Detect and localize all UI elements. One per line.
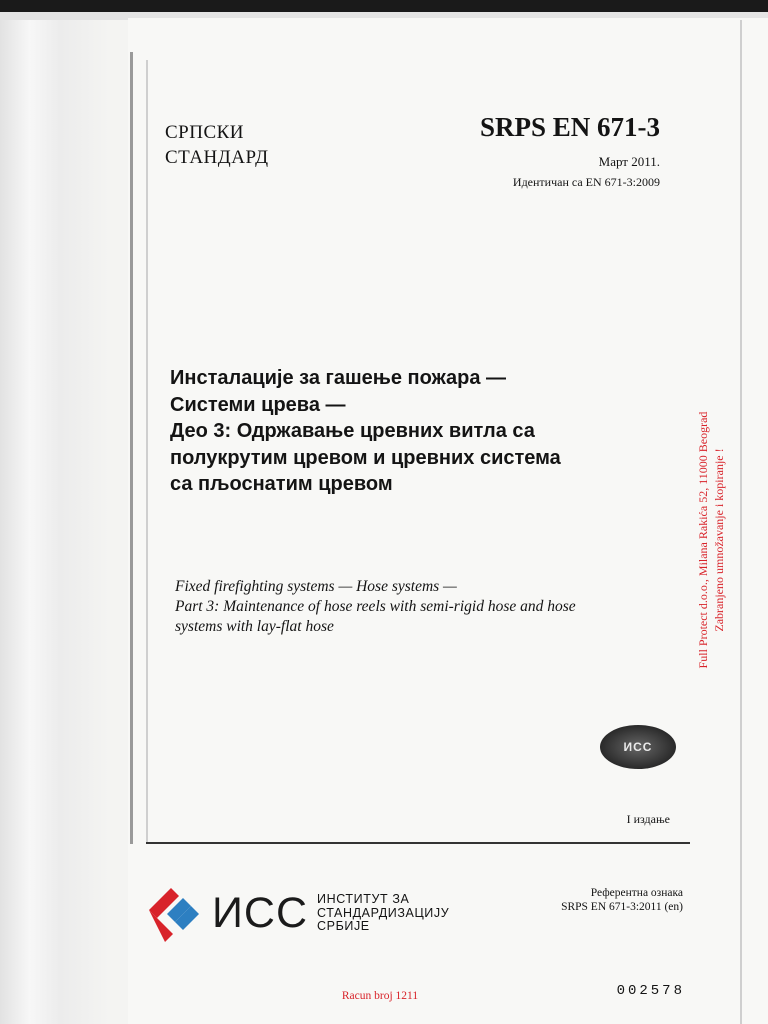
institute-name-line1: ИНСТИТУТ ЗА	[317, 892, 410, 906]
identical-to: Идентичан са EN 671-3:2009	[512, 175, 660, 189]
iss-logo-icon	[143, 884, 207, 948]
serbian-title-line: Део 3: Одржавање цревних витла са	[170, 420, 535, 442]
institute-name-line3: СРБИЈЕ	[317, 919, 370, 933]
bottom-horizontal-rule	[146, 842, 690, 844]
standard-type-line2: СТАНДАРД	[165, 147, 269, 168]
serbian-title-line: Инсталације за гашење пожара —	[170, 367, 507, 389]
publication-date: Март 2011.	[598, 154, 660, 169]
serbian-title-line: Системи црева —	[170, 393, 346, 416]
watermark-line2: Zabranjeno umnožavanje i kopiranje !	[712, 448, 726, 632]
reference-label: Референтна ознака	[590, 887, 683, 899]
standard-type-label	[165, 120, 269, 170]
english-title-line: Fixed firefighting systems — Hose systems —	[175, 578, 457, 595]
institute-name	[317, 893, 449, 934]
institute-abbreviation: ИСС	[212, 889, 309, 937]
receipt-stamp: Racun broj 1211	[341, 990, 419, 1002]
serbian-title	[170, 365, 670, 498]
institute-name-line2: СТАНДАРДИЗАЦИЈУ	[317, 905, 450, 920]
licence-watermark	[695, 350, 735, 730]
english-title	[175, 577, 675, 637]
standard-code: SRPS EN 671-3	[479, 112, 660, 142]
page-right-edge	[740, 20, 742, 1024]
scan-top-edge	[0, 0, 768, 12]
edition-label: I издање	[626, 812, 670, 826]
english-title-line: Part 3: Maintenance of hose reels with semi-rigid hose and hose	[175, 598, 576, 615]
serbian-title-line: са пљоснатим цревом	[170, 473, 393, 495]
serbian-title-line: полукрутим цревом и цревних система	[170, 446, 561, 469]
book-spine-shadow	[0, 20, 130, 1024]
standard-type-line1: СРПСКИ	[165, 122, 245, 143]
hologram-seal: ИСС	[600, 725, 676, 769]
watermark-line1: Full Protect d.o.o., Milana Rakića 52, 11000 Beograd	[696, 411, 710, 669]
serial-number: 002578	[616, 983, 685, 999]
english-title-line: systems with lay-flat hose	[175, 618, 334, 635]
left-vertical-rule	[130, 52, 133, 844]
left-vertical-rule-inner	[146, 60, 148, 842]
reference-code: SRPS EN 671-3:2011 (en)	[561, 901, 683, 913]
